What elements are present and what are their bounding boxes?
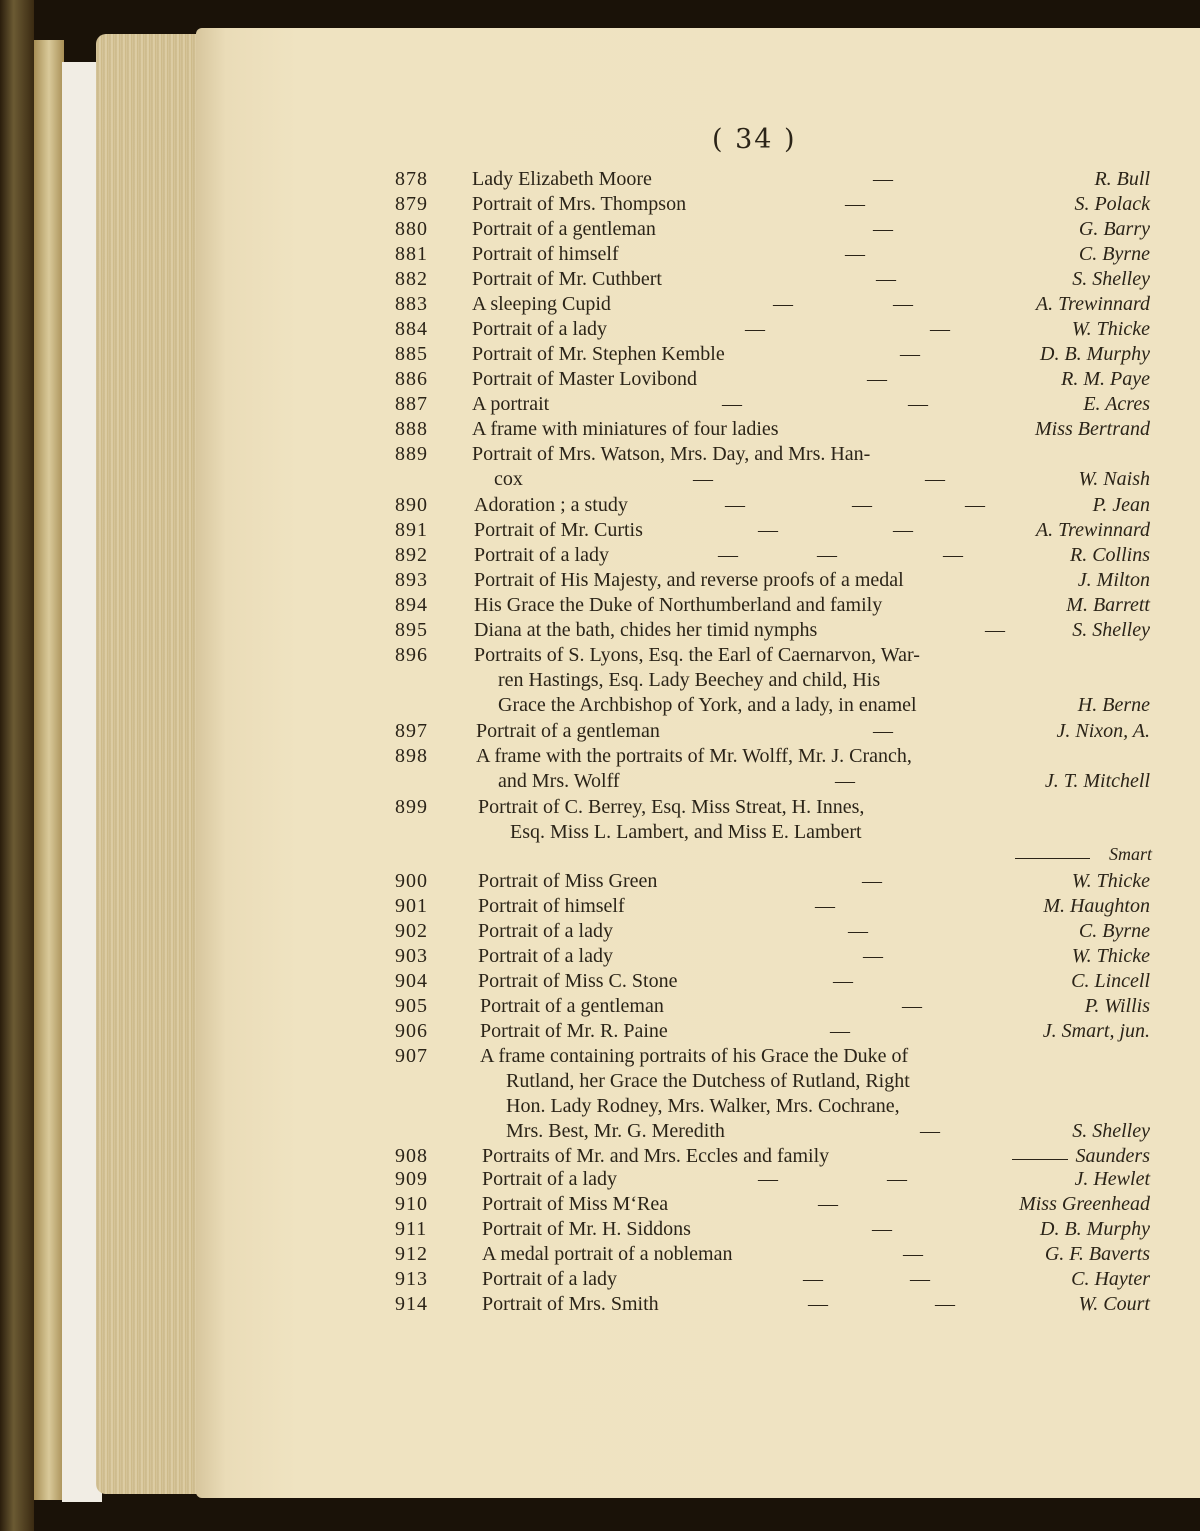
artist-name: J. T. Mitchell — [1044, 770, 1150, 792]
entry-number: 882 — [395, 268, 428, 290]
entry-number: 886 — [395, 368, 428, 390]
entry-title-line: A portrait — [472, 393, 550, 415]
entry-title-line: Hon. Lady Rodney, Mrs. Walker, Mrs. Cochrane, — [506, 1095, 900, 1117]
entry-number: 914 — [395, 1293, 428, 1315]
artist-name: C. Hayter — [1071, 1268, 1150, 1290]
entry-title-line: Portrait of a lady — [474, 544, 609, 566]
entry-number: 904 — [395, 970, 428, 992]
artist-name: G. Barry — [1078, 218, 1150, 240]
entry-title-line: Portrait of a gentleman — [476, 720, 660, 742]
entry-title-line: Portrait of a gentleman — [472, 218, 656, 240]
entry-number: 890 — [395, 494, 428, 516]
entry-title-line: His Grace the Duke of Northumberland and family — [474, 594, 883, 616]
dash-leader: — — [845, 243, 865, 265]
entry-number: 892 — [395, 544, 428, 566]
artist-name: J. Smart, jun. — [1042, 1020, 1150, 1042]
dash-leader: — — [925, 468, 945, 490]
artist-name: W. Naish — [1078, 468, 1150, 490]
dash-leader: — — [893, 519, 913, 541]
entry-number: 912 — [395, 1243, 428, 1265]
entry-number: 909 — [395, 1168, 428, 1190]
dash-leader: — — [903, 1243, 923, 1265]
dash-leader: — — [935, 1293, 955, 1315]
entry-title-line: Portrait of himself — [472, 243, 619, 265]
artist-name: R. Collins — [1069, 544, 1150, 566]
entry-title-line: Diana at the bath, chides her timid nymphs — [474, 619, 818, 641]
entry-title-line: Portraits of S. Lyons, Esq. the Earl of Caernarvon, War- — [474, 644, 920, 666]
entry-title-line: Portrait of Miss Green — [478, 870, 658, 892]
dash-leader: — — [808, 1293, 828, 1315]
dash-leader: — — [718, 544, 738, 566]
entry-title-line: Portrait of Master Lovibond — [472, 368, 697, 390]
entry-number: 907 — [395, 1045, 428, 1067]
artist-name: M. Barrett — [1066, 594, 1150, 616]
entry-title-line: Portrait of a gentleman — [480, 995, 664, 1017]
entry-title-line: Portrait of a lady — [478, 945, 613, 967]
dash-leader: — — [873, 218, 893, 240]
artist-name: C. Byrne — [1078, 920, 1150, 942]
entry-title-line: Lady Elizabeth Moore — [472, 168, 652, 190]
entry-title-line: Portrait of a lady — [478, 920, 613, 942]
entry-title-line: Portrait of Miss C. Stone — [478, 970, 678, 992]
dash-leader: — — [817, 544, 837, 566]
entry-title-line: Portrait of Mr. Curtis — [474, 519, 643, 541]
entry-title-line: Portrait of His Majesty, and reverse proofs of a medal — [474, 569, 904, 591]
dash-leader: — — [893, 293, 913, 315]
artist-name: R. Bull — [1094, 168, 1150, 190]
dash-leader: — — [835, 770, 855, 792]
dash-leader: — — [902, 995, 922, 1017]
artist-rule — [1012, 1159, 1068, 1160]
dash-leader: — — [920, 1120, 940, 1142]
artist-name: A. Trewinnard — [1035, 293, 1150, 315]
entry-title-line: Portrait of Mr. Cuthbert — [472, 268, 662, 290]
entry-title-line: Portrait of a lady — [472, 318, 607, 340]
artist-name: S. Shelley — [1072, 268, 1150, 290]
entry-title-line: Portrait of Mrs. Smith — [482, 1293, 659, 1315]
entry-number: 913 — [395, 1268, 428, 1290]
dash-leader: — — [818, 1193, 838, 1215]
entry-title-line: A sleeping Cupid — [472, 293, 611, 315]
entry-number: 897 — [395, 720, 428, 742]
dash-leader: — — [908, 393, 928, 415]
entry-number: 894 — [395, 594, 428, 616]
entry-number: 896 — [395, 644, 428, 666]
dash-leader: — — [965, 494, 985, 516]
entry-title-line: A frame containing portraits of his Grace the Duke of — [480, 1045, 909, 1067]
artist-name: S. Shelley — [1072, 619, 1150, 641]
artist-name: M. Haughton — [1043, 895, 1150, 917]
entry-number: 889 — [395, 443, 428, 465]
entry-number: 893 — [395, 569, 428, 591]
entry-title-line: Mrs. Best, Mr. G. Meredith — [506, 1120, 725, 1142]
entry-title-line: Portrait of C. Berrey, Esq. Miss Streat, H. Innes, — [478, 796, 865, 818]
dash-leader: — — [758, 1168, 778, 1190]
dash-leader: — — [876, 268, 896, 290]
entry-number: 884 — [395, 318, 428, 340]
entry-title-line: cox — [494, 468, 523, 490]
entry-title-line: A frame with miniatures of four ladies — [472, 418, 779, 440]
dash-leader: — — [910, 1268, 930, 1290]
entry-title-line: A frame with the portraits of Mr. Wolff, Mr. J. Cranch, — [476, 745, 912, 767]
artist-name: J. Nixon, A. — [1056, 720, 1150, 742]
artist-name: W. Thicke — [1071, 870, 1150, 892]
entry-number: 883 — [395, 293, 428, 315]
dash-leader: — — [873, 168, 893, 190]
artist-name: P. Willis — [1084, 995, 1150, 1017]
artist-name: A. Trewinnard — [1035, 519, 1150, 541]
entry-number: 887 — [395, 393, 428, 415]
dash-leader: — — [722, 393, 742, 415]
artist-name: C. Byrne — [1078, 243, 1150, 265]
artist-name: D. B. Murphy — [1040, 343, 1150, 365]
entry-number: 899 — [395, 796, 428, 818]
artist-name: Miss Greenhead — [1019, 1193, 1150, 1215]
artist-name: H. Berne — [1077, 694, 1150, 716]
entry-title-line: Portrait of Miss M‘Rea — [482, 1193, 669, 1215]
artist-name: D. B. Murphy — [1040, 1218, 1150, 1240]
entry-number: 879 — [395, 193, 428, 215]
dash-leader: — — [930, 318, 950, 340]
dash-leader: — — [758, 519, 778, 541]
dash-leader: — — [830, 1020, 850, 1042]
artist-name: W. Court — [1078, 1293, 1150, 1315]
artist-name: J. Milton — [1077, 569, 1150, 591]
entry-title-line: Esq. Miss L. Lambert, and Miss E. Lambert — [510, 821, 862, 843]
artist-name: Miss Bertrand — [1035, 418, 1150, 440]
entry-title-line: Rutland, her Grace the Dutchess of Rutland, Right — [506, 1070, 910, 1092]
entry-number: 910 — [395, 1193, 428, 1215]
dash-leader: — — [845, 193, 865, 215]
dash-leader: — — [873, 720, 893, 742]
dash-leader: — — [872, 1218, 892, 1240]
artist-name: G. F. Baverts — [1044, 1243, 1150, 1265]
entry-number: 900 — [395, 870, 428, 892]
dash-leader: — — [867, 368, 887, 390]
artist-name: Smart — [1108, 844, 1152, 864]
artist-name: C. Lincell — [1071, 970, 1150, 992]
dash-leader: — — [943, 544, 963, 566]
entry-title-line: ren Hastings, Esq. Lady Beechey and child, His — [498, 669, 881, 691]
artist-rule — [1015, 858, 1090, 859]
entry-title-line: Portrait of Mrs. Watson, Mrs. Day, and Mrs. Han- — [472, 443, 871, 465]
entry-title-line: Portrait of a lady — [482, 1268, 617, 1290]
dash-leader: — — [862, 870, 882, 892]
dash-leader: — — [985, 619, 1005, 641]
artist-name: W. Thicke — [1071, 318, 1150, 340]
entry-title-line: Portraits of Mr. and Mrs. Eccles and family — [482, 1145, 830, 1167]
dash-leader: — — [725, 494, 745, 516]
artist-name: W. Thicke — [1071, 945, 1150, 967]
dash-leader: — — [803, 1268, 823, 1290]
artist-name: R. M. Paye — [1061, 368, 1150, 390]
dash-leader: — — [815, 895, 835, 917]
dash-leader: — — [745, 318, 765, 340]
dash-leader: — — [848, 920, 868, 942]
dash-leader: — — [693, 468, 713, 490]
dash-leader: — — [773, 293, 793, 315]
entry-number: 898 — [395, 745, 428, 767]
entry-title-line: Portrait of a lady — [482, 1168, 617, 1190]
entry-number: 878 — [395, 168, 428, 190]
entry-number: 891 — [395, 519, 428, 541]
entry-title-line: Portrait of Mr. R. Paine — [480, 1020, 668, 1042]
entry-title-line: and Mrs. Wolff — [498, 770, 620, 792]
artist-name: J. Hewlet — [1074, 1168, 1150, 1190]
dash-leader: — — [833, 970, 853, 992]
entry-number: 885 — [395, 343, 428, 365]
dash-leader: — — [852, 494, 872, 516]
entry-title-line: Portrait of himself — [478, 895, 625, 917]
dash-leader: — — [900, 343, 920, 365]
entry-title-line: Portrait of Mr. H. Siddons — [482, 1218, 691, 1240]
entry-number: 911 — [395, 1218, 428, 1240]
entry-title-line: A medal portrait of a nobleman — [482, 1243, 733, 1265]
entry-number: 906 — [395, 1020, 428, 1042]
entry-number: 881 — [395, 243, 428, 265]
entry-title-line: Portrait of Mr. Stephen Kemble — [472, 343, 725, 365]
entry-number: 902 — [395, 920, 428, 942]
entry-number: 880 — [395, 218, 428, 240]
entry-number: 901 — [395, 895, 428, 917]
entry-title-line: Adoration ; a study — [474, 494, 628, 516]
artist-name: Saunders — [1075, 1145, 1150, 1167]
entry-number: 895 — [395, 619, 428, 641]
entry-number: 908 — [395, 1145, 428, 1167]
entry-number: 905 — [395, 995, 428, 1017]
dash-leader: — — [887, 1168, 907, 1190]
entry-title-line: Grace the Archbishop of York, and a lady, in enamel — [498, 694, 917, 716]
page-number: ( 34 ) — [712, 124, 797, 155]
artist-name: P. Jean — [1092, 494, 1150, 516]
entry-title-line: Portrait of Mrs. Thompson — [472, 193, 687, 215]
dash-leader: — — [863, 945, 883, 967]
entry-number: 903 — [395, 945, 428, 967]
artist-name: S. Polack — [1074, 193, 1150, 215]
artist-name: E. Acres — [1083, 393, 1150, 415]
entry-number: 888 — [395, 418, 428, 440]
artist-name: S. Shelley — [1072, 1120, 1150, 1142]
